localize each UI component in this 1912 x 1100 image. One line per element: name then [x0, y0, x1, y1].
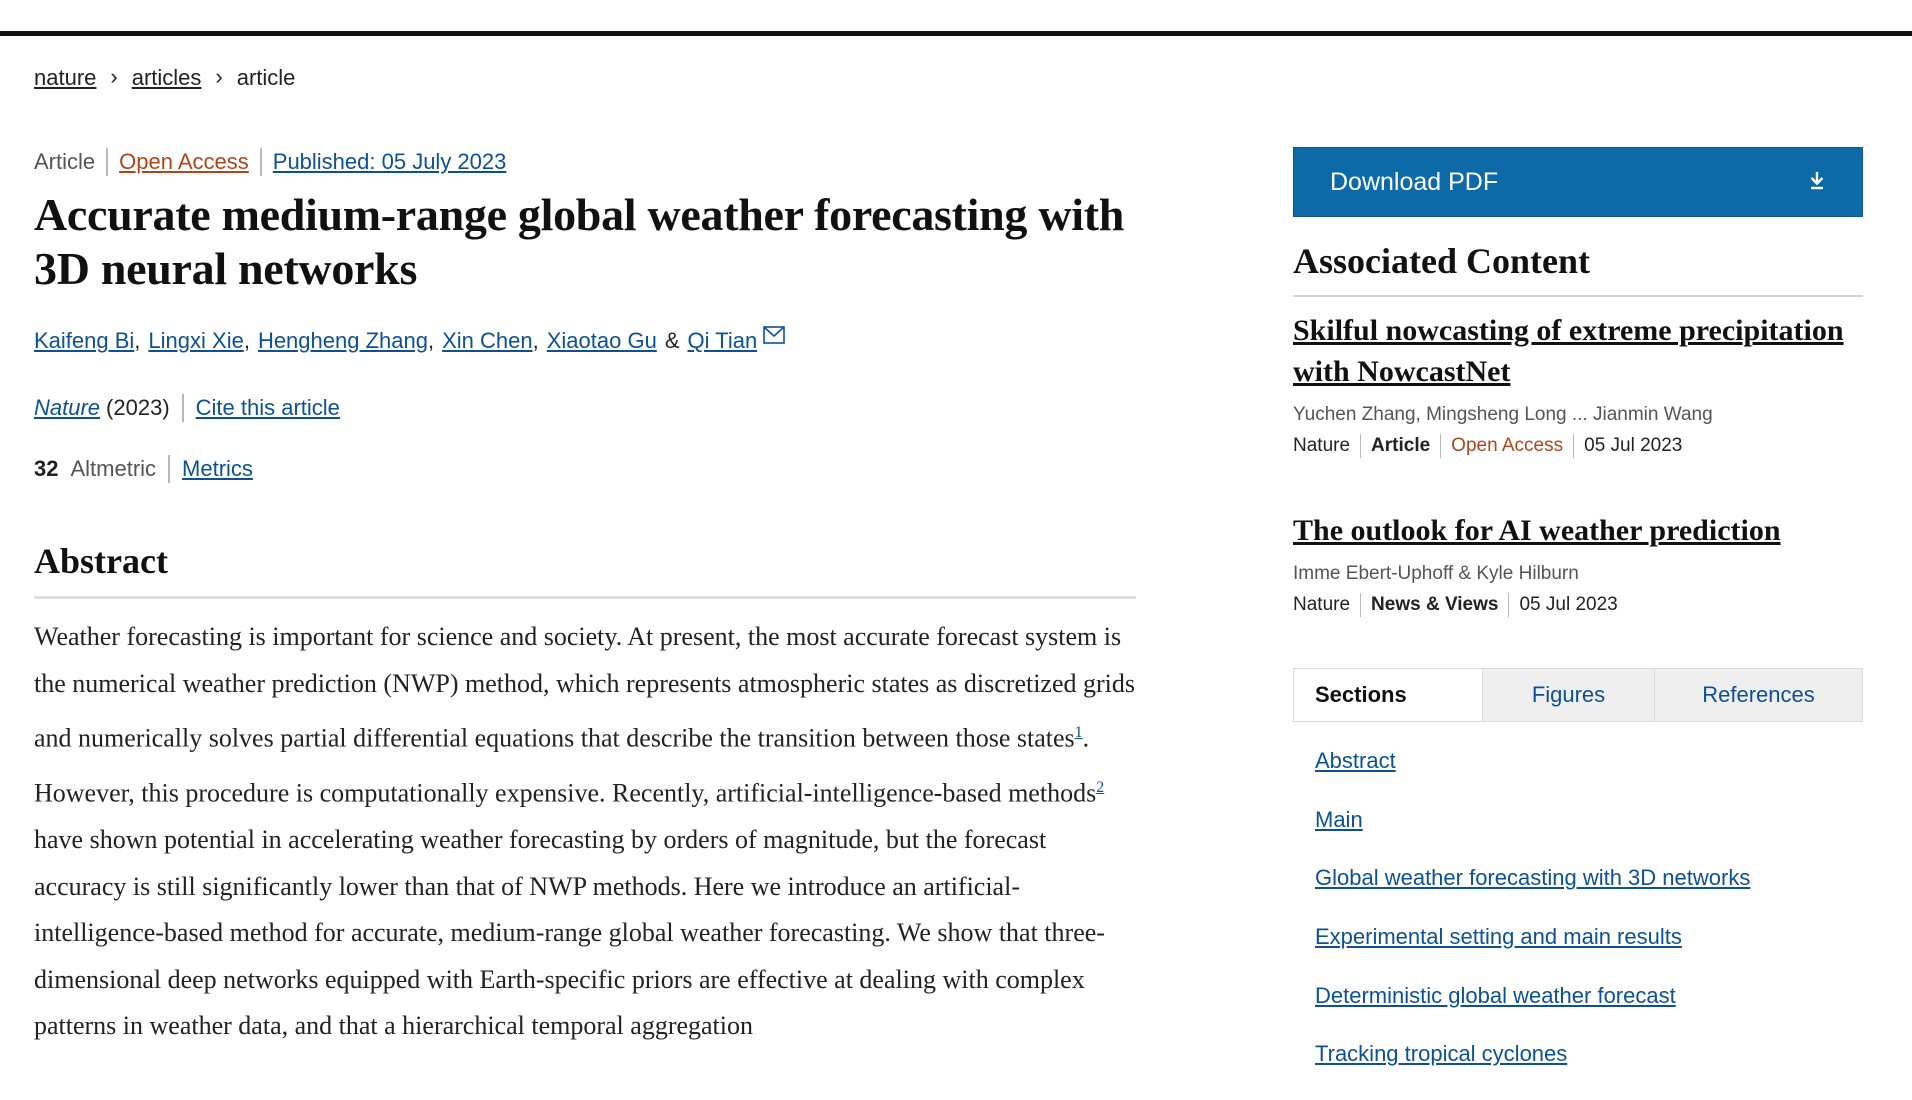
tab-references[interactable]: References — [1654, 669, 1862, 721]
breadcrumb-articles[interactable]: articles — [131, 65, 202, 90]
divider — [106, 148, 108, 176]
article-meta — [34, 148, 506, 176]
list-item — [1315, 748, 1750, 807]
reference-link[interactable]: 1 — [1074, 724, 1083, 741]
sections-tabs — [1293, 668, 1863, 722]
divider — [1508, 593, 1509, 617]
associated-content-heading: Associated Content — [1293, 241, 1590, 281]
divider — [1293, 295, 1863, 297]
breadcrumb-nature[interactable]: nature — [34, 65, 97, 90]
associated-item-journal: Nature — [1293, 594, 1351, 615]
abstract-heading: Abstract — [34, 541, 168, 581]
section-link-abstract[interactable]: Abstract — [1315, 748, 1396, 773]
divider — [1573, 434, 1574, 458]
associated-item-meta — [1293, 434, 1863, 458]
associated-item-authors: Yuchen Zhang, Mingsheng Long ... Jianmin Wang — [1293, 404, 1713, 425]
divider — [34, 596, 1136, 599]
list-item — [1315, 807, 1750, 866]
associated-item-access: Open Access — [1451, 435, 1564, 456]
published-date-link[interactable]: Published: 05 July 2023 — [272, 149, 507, 174]
download-pdf-button[interactable] — [1293, 147, 1863, 217]
breadcrumb — [34, 65, 295, 91]
breadcrumb-current: article — [236, 65, 296, 90]
divider — [168, 455, 170, 483]
chevron-right-icon: › — [215, 64, 223, 89]
altmetric-count: 32 — [34, 456, 59, 481]
author-link[interactable]: Hengheng Zhang — [257, 328, 428, 353]
section-link-main[interactable]: Main — [1315, 806, 1363, 832]
article-type: Article — [34, 149, 96, 174]
list-item — [1315, 865, 1750, 924]
top-nav-bar — [0, 0, 1912, 36]
associated-item-type: Article — [1371, 435, 1431, 456]
author-link[interactable]: Lingxi Xie — [148, 328, 244, 353]
divider — [1360, 434, 1361, 458]
author-link[interactable]: Xiaotao Gu — [546, 328, 657, 353]
associated-item-date: 05 Jul 2023 — [1519, 594, 1618, 615]
section-link-global-forecasting[interactable]: Global weather forecasting with 3D networks — [1315, 865, 1751, 891]
section-link-experimental-setting[interactable]: Experimental setting and main results — [1315, 924, 1682, 950]
altmetric-label: Altmetric — [70, 456, 157, 481]
divider — [260, 148, 262, 176]
abstract-text-part: . However, this procedure is computationally expensive. Recently, artificial-intelligence-based methods — [34, 723, 1097, 808]
associated-item — [1293, 310, 1863, 458]
associated-item — [1293, 510, 1863, 617]
publication-year: (2023) — [106, 395, 170, 420]
metrics-info — [34, 455, 253, 483]
associated-item-date: 05 Jul 2023 — [1584, 435, 1683, 456]
metrics-link[interactable]: Metrics — [182, 456, 253, 481]
list-item — [1315, 983, 1750, 1042]
tab-sections[interactable]: Sections — [1294, 669, 1482, 721]
abstract-text — [34, 614, 1144, 1050]
divider — [1440, 434, 1441, 458]
chevron-right-icon: › — [110, 64, 118, 89]
author-link[interactable]: Kaifeng Bi — [34, 328, 135, 353]
associated-item-type: News & Views — [1371, 594, 1499, 615]
author-list: Kaifeng Bi , Lingxi Xie , Hengheng Zhang , Xin Chen , Xiaotao Gu & Qi Tian — [34, 328, 785, 354]
author-link[interactable]: Xin Chen — [442, 328, 533, 353]
abstract-text-part: Weather forecasting is important for science and society. At present, the most accurate forecast system is the numerical weather prediction (NWP) method, which represents atmospheric states as discretized grids and numerically solves partial differential equations that describe the transition between those states — [34, 622, 1136, 753]
associated-item-authors: Imme Ebert-Uphoff & Kyle Hilburn — [1293, 563, 1579, 584]
list-item — [1315, 1041, 1750, 1100]
list-item — [1315, 924, 1750, 983]
abstract-text-part: have shown potential in accelerating weather forecasting by orders of magnitude, but the forecast accuracy is still significantly lower than that of NWP methods. Here we introduce an artificial-intelligence-based method for accurate, medium-range global weather forecasting. We show that three-dimensional deep networks equipped with Earth-specific priors are effective at dealing with complex patterns in weather data, and that a hierarchical temporal aggregation — [34, 825, 1105, 1041]
divider — [182, 394, 184, 422]
journal-info — [34, 394, 340, 422]
author-ampersand: & — [664, 328, 680, 353]
associated-item-title[interactable]: Skilful nowcasting of extreme precipitation with NowcastNet — [1293, 314, 1844, 388]
download-pdf-label: Download PDF — [1330, 167, 1499, 196]
download-icon — [1808, 170, 1826, 195]
associated-item-meta — [1293, 593, 1863, 617]
author-link[interactable]: Qi Tian — [687, 328, 758, 353]
reference-link[interactable]: 2 — [1096, 779, 1105, 797]
sections-list — [1315, 748, 1750, 1100]
divider — [1360, 593, 1361, 617]
tab-figures[interactable]: Figures — [1482, 669, 1654, 721]
open-access-link[interactable]: Open Access — [119, 149, 249, 174]
journal-link[interactable]: Nature — [34, 395, 101, 420]
cite-article-link[interactable]: Cite this article — [195, 395, 340, 420]
section-link-deterministic-forecast[interactable]: Deterministic global weather forecast — [1315, 982, 1676, 1008]
article-title: Accurate medium-range global weather forecasting with 3D neural networks — [34, 189, 1125, 294]
associated-item-journal: Nature — [1293, 435, 1351, 456]
section-link-tropical-cyclones[interactable]: Tracking tropical cyclones — [1315, 1041, 1568, 1067]
email-icon[interactable] — [763, 324, 785, 350]
associated-item-title[interactable]: The outlook for AI weather prediction — [1293, 514, 1781, 547]
